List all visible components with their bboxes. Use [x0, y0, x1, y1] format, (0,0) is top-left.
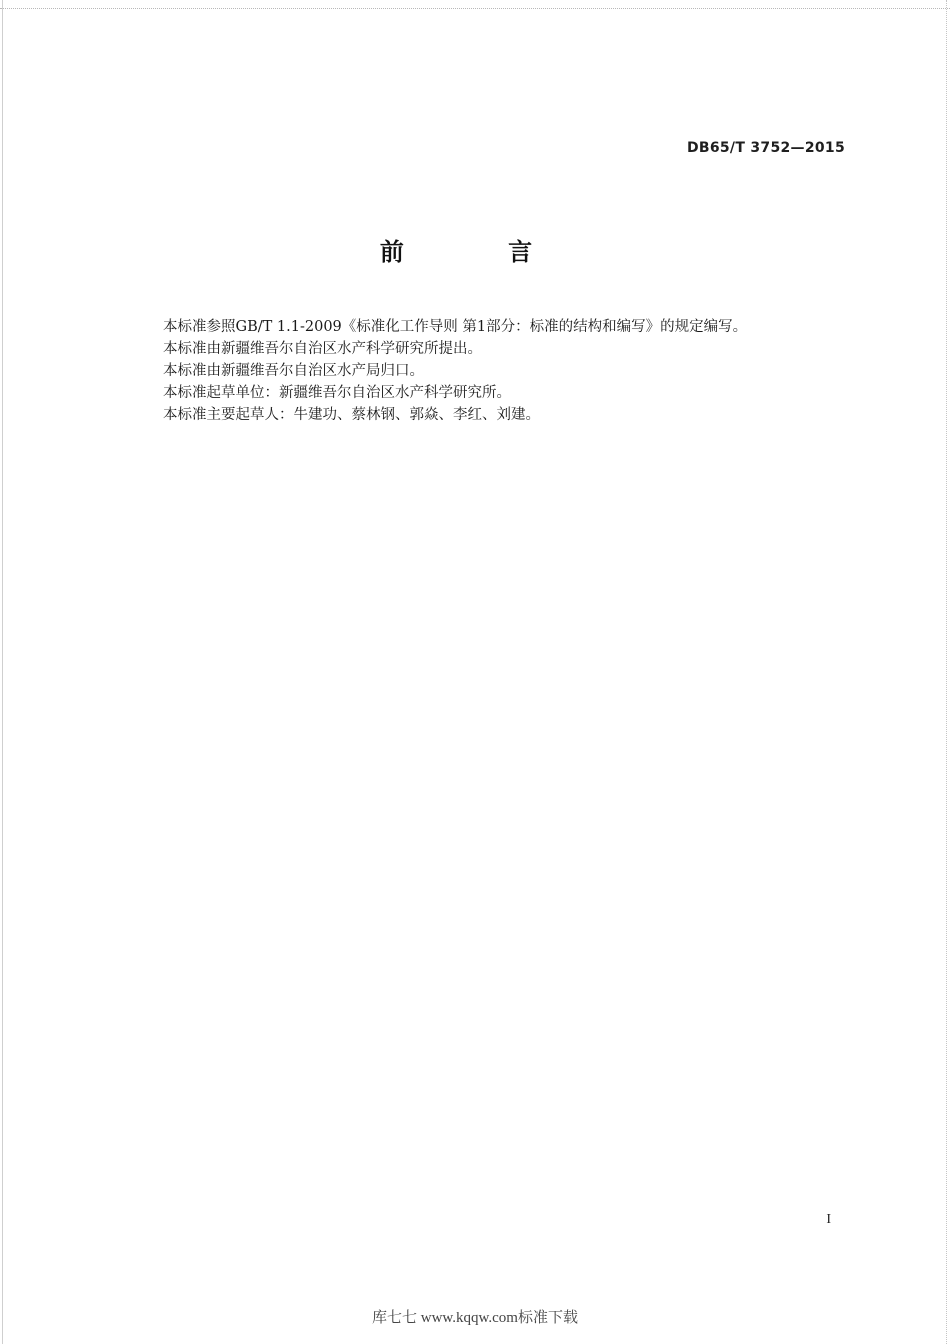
foreword-paragraph: 本标准起草单位：新疆维吾尔自治区水产科学研究所。 — [163, 385, 511, 401]
standard-code: DB65/T 3752—2015 — [686, 140, 845, 156]
foreword-paragraph: 本标准由新疆维吾尔自治区水产局归口。 — [163, 363, 424, 379]
watermark-text: 库七七 www.kqqw.com标准下载 — [372, 1310, 578, 1326]
foreword-paragraph: 本标准参照GB/T 1.1-2009《标准化工作导则 第1部分：标准的结构和编写》的规定编写。 — [163, 319, 748, 335]
foreword-paragraph: 本标准由新疆维吾尔自治区水产科学研究所提出。 — [163, 341, 482, 357]
scan-edge-top — [0, 0, 950, 9]
page-number: I — [826, 1212, 831, 1227]
scan-edge-left — [2, 0, 4, 1344]
scan-edge-right — [946, 0, 948, 1344]
page-title: 前 言 — [379, 238, 581, 266]
foreword-body — [163, 316, 863, 426]
foreword-paragraph: 本标准主要起草人：牛建功、蔡林钢、郭焱、李红、刘建。 — [163, 407, 540, 423]
